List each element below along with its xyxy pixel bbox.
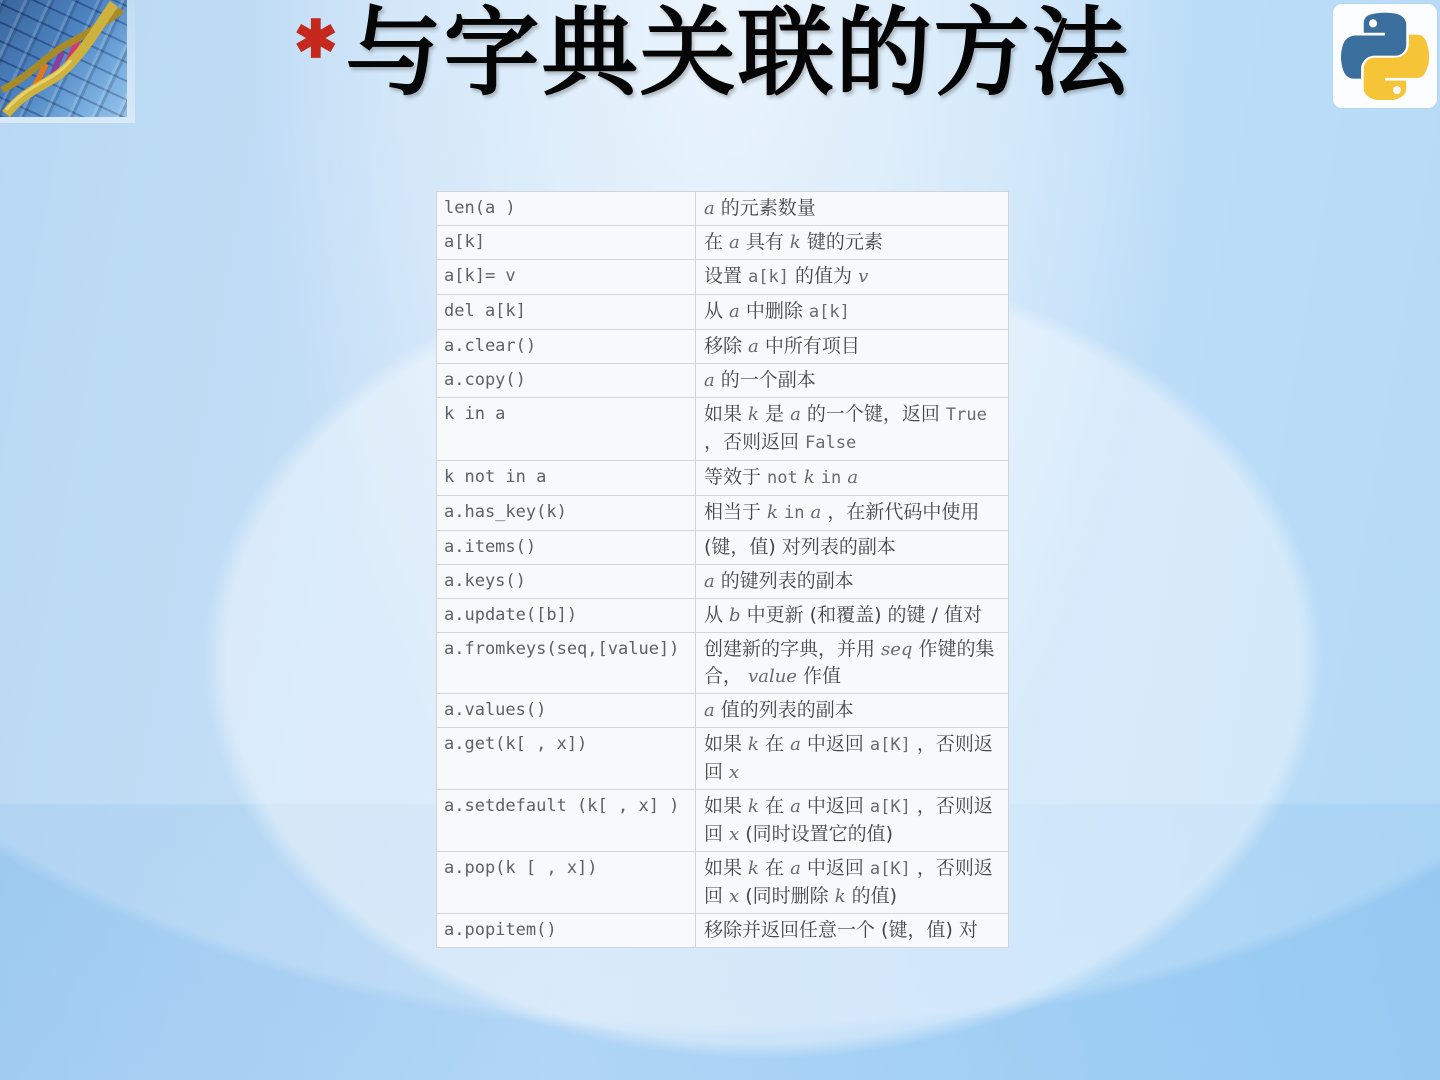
variable-token: v xyxy=(858,266,869,287)
bullet-asterisk-icon: ✱ xyxy=(294,11,338,69)
variable-token: a xyxy=(704,370,715,391)
method-signature-cell: k in a xyxy=(437,398,696,461)
method-description-cell xyxy=(696,728,1009,790)
method-signature-cell: a.has_key(k) xyxy=(437,496,696,531)
code-token: a[K] xyxy=(869,859,911,879)
description-text: ，否则返回 xyxy=(704,431,806,453)
method-signature-cell: k not in a xyxy=(437,461,696,496)
variable-token: a xyxy=(704,700,715,721)
method-description-cell xyxy=(696,295,1009,330)
table-row xyxy=(437,694,1009,728)
table-row xyxy=(437,852,1009,914)
variable-token: x xyxy=(729,886,740,907)
table-row xyxy=(437,226,1009,260)
variable-token: k xyxy=(748,796,759,817)
description-text: ，否则返回 xyxy=(704,795,993,845)
description-text: 如果 xyxy=(704,795,749,817)
method-signature-cell: a[k]= v xyxy=(437,260,696,295)
code-token: a[K] xyxy=(869,735,911,755)
table-row xyxy=(437,260,1009,295)
table-row xyxy=(437,461,1009,496)
description-text: 作值 xyxy=(796,665,841,687)
table-row xyxy=(437,398,1009,461)
python-logo-tile xyxy=(1333,4,1437,108)
method-signature-cell: del a[k] xyxy=(437,295,696,330)
table-row xyxy=(437,496,1009,531)
description-text: ，否则返回 xyxy=(704,857,993,907)
method-signature-cell: a.clear() xyxy=(437,330,696,364)
variable-token: a xyxy=(729,232,740,253)
python-logo-icon xyxy=(1341,12,1429,100)
keyboard-dna-photo xyxy=(0,0,127,117)
variable-token: x xyxy=(729,762,740,783)
method-description-cell xyxy=(696,192,1009,226)
description-text: 值的列表的副本 xyxy=(714,699,854,721)
method-signature-cell: a[k] xyxy=(437,226,696,260)
method-description-cell xyxy=(696,790,1009,852)
description-text: 如果 xyxy=(704,403,749,425)
variable-token: value xyxy=(748,666,797,687)
description-text: 相当于 xyxy=(704,501,768,523)
variable-token: k xyxy=(748,858,759,879)
description-text: 键的元素 xyxy=(800,231,883,253)
method-description-cell xyxy=(696,398,1009,461)
table-row xyxy=(437,633,1009,694)
photo-tile xyxy=(0,0,135,123)
description-text: (同时设置它的值) xyxy=(739,823,894,845)
code-token: not xyxy=(767,468,798,488)
variable-token: k xyxy=(767,502,778,523)
description-text: 中返回 xyxy=(800,795,870,817)
variable-token: k xyxy=(748,734,759,755)
variable-token: x xyxy=(729,824,740,845)
description-text: 具有 xyxy=(739,231,790,253)
method-signature-cell: a.get(k[ , x]) xyxy=(437,728,696,790)
method-description-cell xyxy=(696,914,1009,948)
variable-token: a xyxy=(790,734,801,755)
description-text: 的值) xyxy=(845,885,898,907)
table-row xyxy=(437,364,1009,398)
table-row xyxy=(437,192,1009,226)
code-token: in xyxy=(784,503,805,523)
method-signature-cell: a.setdefault (k[ , x] ) xyxy=(437,790,696,852)
table-row xyxy=(437,728,1009,790)
method-description-cell xyxy=(696,565,1009,599)
method-signature-cell: len(a ) xyxy=(437,192,696,226)
method-signature-cell: a.keys() xyxy=(437,565,696,599)
method-signature-cell: a.values() xyxy=(437,694,696,728)
variable-token: a xyxy=(729,301,740,322)
method-description-cell xyxy=(696,330,1009,364)
description-text: 中所有项目 xyxy=(758,335,860,357)
description-text: 等效于 xyxy=(704,466,768,488)
description-text: 中返回 xyxy=(800,733,870,755)
description-text: (键，值) 对列表的副本 xyxy=(704,536,896,558)
variable-token: a xyxy=(810,502,822,523)
code-token: a[K] xyxy=(869,797,911,817)
table-row xyxy=(437,531,1009,565)
method-description-cell xyxy=(696,461,1009,496)
description-text: 在 xyxy=(704,231,730,253)
description-text: 在 xyxy=(758,733,791,755)
method-description-cell xyxy=(696,694,1009,728)
table-row xyxy=(437,790,1009,852)
variable-token: a xyxy=(704,571,715,592)
description-text: ，否则返回 xyxy=(704,733,993,783)
variable-token: a xyxy=(704,198,715,219)
description-text: 的一个键，返回 xyxy=(800,403,946,425)
description-text: 从 xyxy=(704,604,730,626)
method-signature-cell: a.copy() xyxy=(437,364,696,398)
variable-token: k xyxy=(803,467,815,488)
table-row xyxy=(437,599,1009,633)
code-token: a[k] xyxy=(748,267,789,287)
description-text: 的元素数量 xyxy=(714,197,816,219)
table-row xyxy=(437,565,1009,599)
code-token: True xyxy=(945,405,987,425)
description-text: 从 xyxy=(704,300,730,322)
description-text: 如果 xyxy=(704,733,749,755)
variable-token: seq xyxy=(881,639,913,660)
variable-token: a xyxy=(790,858,801,879)
table-row xyxy=(437,330,1009,364)
table-row xyxy=(437,914,1009,948)
method-signature-cell: a.popitem() xyxy=(437,914,696,948)
method-signature-cell: a.pop(k [ , x]) xyxy=(437,852,696,914)
description-text: 移除 xyxy=(704,335,749,357)
description-text: 如果 xyxy=(704,857,749,879)
method-description-cell xyxy=(696,364,1009,398)
description-text: 在 xyxy=(758,795,791,817)
variable-token: a xyxy=(847,467,859,488)
slide-title-block xyxy=(294,0,1130,108)
method-description-cell xyxy=(696,531,1009,565)
description-text: 在 xyxy=(758,857,791,879)
variable-token: k xyxy=(748,404,759,425)
code-token: in xyxy=(820,468,842,488)
dict-methods-table xyxy=(436,191,1009,948)
description-text: 移除并返回任意一个 (键，值) 对 xyxy=(704,919,978,941)
method-description-cell xyxy=(696,599,1009,633)
page-title: 与字典关联的方法 xyxy=(345,0,1130,107)
variable-token: a xyxy=(748,336,759,357)
description-text: 设置 xyxy=(704,265,749,287)
variable-token: k xyxy=(789,232,801,253)
methods-table-body xyxy=(437,192,1009,948)
code-token: False xyxy=(805,433,857,453)
description-text: 中更新 (和覆盖) 的键 / 值对 xyxy=(740,604,983,626)
description-text: ，在新代码中使用 xyxy=(821,501,980,523)
variable-token: a xyxy=(790,404,801,425)
description-text: 的一个副本 xyxy=(714,369,816,391)
description-text: 创建新的字典，并用 xyxy=(704,638,882,660)
method-signature-cell: a.items() xyxy=(437,531,696,565)
description-text: (同时删除 xyxy=(739,885,835,907)
method-description-cell xyxy=(696,633,1009,694)
code-token: a[k] xyxy=(808,302,850,322)
description-text: 中返回 xyxy=(800,857,870,879)
method-description-cell xyxy=(696,852,1009,914)
dna-helix-graphic xyxy=(0,0,127,117)
description-text: 的值为 xyxy=(789,265,859,287)
variable-token: b xyxy=(729,605,741,626)
method-signature-cell: a.fromkeys(seq,[value]) xyxy=(437,633,696,694)
description-text: 的键列表的副本 xyxy=(714,570,854,592)
method-description-cell xyxy=(696,496,1009,531)
description-text: 中删除 xyxy=(739,300,809,322)
method-description-cell xyxy=(696,260,1009,295)
variable-token: a xyxy=(790,796,801,817)
method-description-cell xyxy=(696,226,1009,260)
description-text: 作键的集合， xyxy=(704,638,995,687)
method-signature-cell: a.update([b]) xyxy=(437,599,696,633)
variable-token: k xyxy=(834,886,846,907)
description-text: 是 xyxy=(758,403,791,425)
table-row xyxy=(437,295,1009,330)
